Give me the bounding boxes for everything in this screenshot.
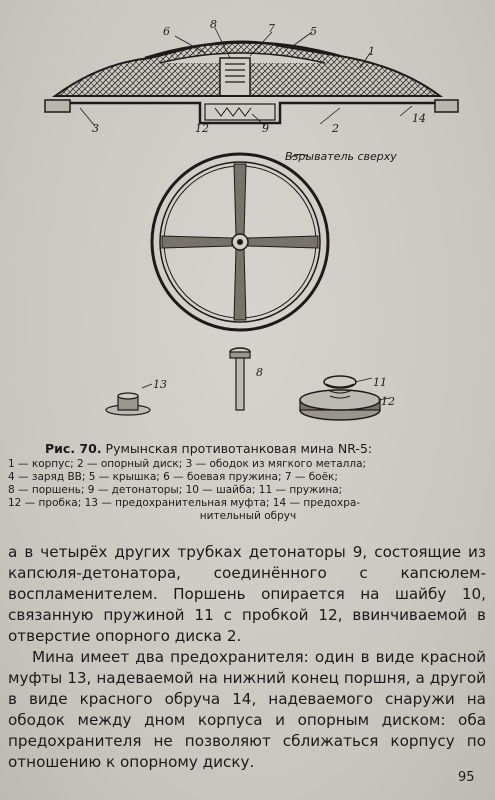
callout-7: 7 (268, 22, 275, 35)
callout-14: 14 (412, 112, 426, 125)
callout-11: 11 (373, 376, 387, 389)
figure-number: Рис. 70. (45, 441, 102, 456)
paragraph-1: а в четырёх других трубках детонаторы 9, состоящие из капсюля-детонатора, соединённого с капсюлем-воспламенителем. Поршень опирается на шайбу 10, связанную пружиной 11 с пробкой 12, ввинчиваемой в отверстие опорного диска 2. (8, 543, 486, 645)
mine-top-view-drawing (140, 150, 340, 340)
callout-9: 9 (262, 122, 269, 135)
legend-line-5: нительный обруч (199, 510, 297, 522)
mine-cross-section-drawing (40, 8, 460, 143)
callout-13: 13 (153, 378, 167, 391)
mine-parts-drawing (90, 340, 410, 440)
legend-line-3: 8 — поршень; 9 — детонаторы; 10 — шайба; 11 — пружина; (8, 484, 343, 496)
callout-3: 3 (92, 122, 99, 135)
callout-2: 2 (332, 122, 339, 135)
legend-line-4: 12 — пробка; 13 — предохранительная муфта; 14 — предохра- (8, 497, 361, 509)
figure-title-text: Румынская противотанковая мина NR-5: (101, 441, 373, 456)
callout-8: 8 (210, 18, 217, 31)
paragraph-2: Мина имеет два предохранителя: один в виде красной муфты 13, надеваемой на нижний конец поршня, а другой в виде красного обруча 14, надеваемого снаружи на ободок между дном корпуса и опорным диском: оба предохранителя не позволяют сближаться корпусу по отношению к опорному диску. (8, 648, 486, 771)
callout-8-piston: 8 (256, 366, 263, 379)
figure-caption-title (45, 441, 475, 456)
legend-line-1: 1 — корпус; 2 — опорный диск; 3 — ободок из мягкого металла; (8, 458, 367, 470)
body-text (8, 542, 486, 773)
callout-1: 1 (368, 45, 375, 58)
callout-5: 5 (310, 25, 317, 38)
fuze-top-view-label: Взрыватель сверху (285, 150, 397, 163)
page-number: 95 (458, 770, 475, 785)
callout-12: 12 (195, 122, 209, 135)
callout-12-plug: 12 (381, 395, 395, 408)
figure-legend (8, 458, 488, 523)
callout-6: 6 (163, 25, 170, 38)
legend-line-2: 4 — заряд ВВ; 5 — крышка; 6 — боевая пружина; 7 — боёк; (8, 471, 338, 483)
